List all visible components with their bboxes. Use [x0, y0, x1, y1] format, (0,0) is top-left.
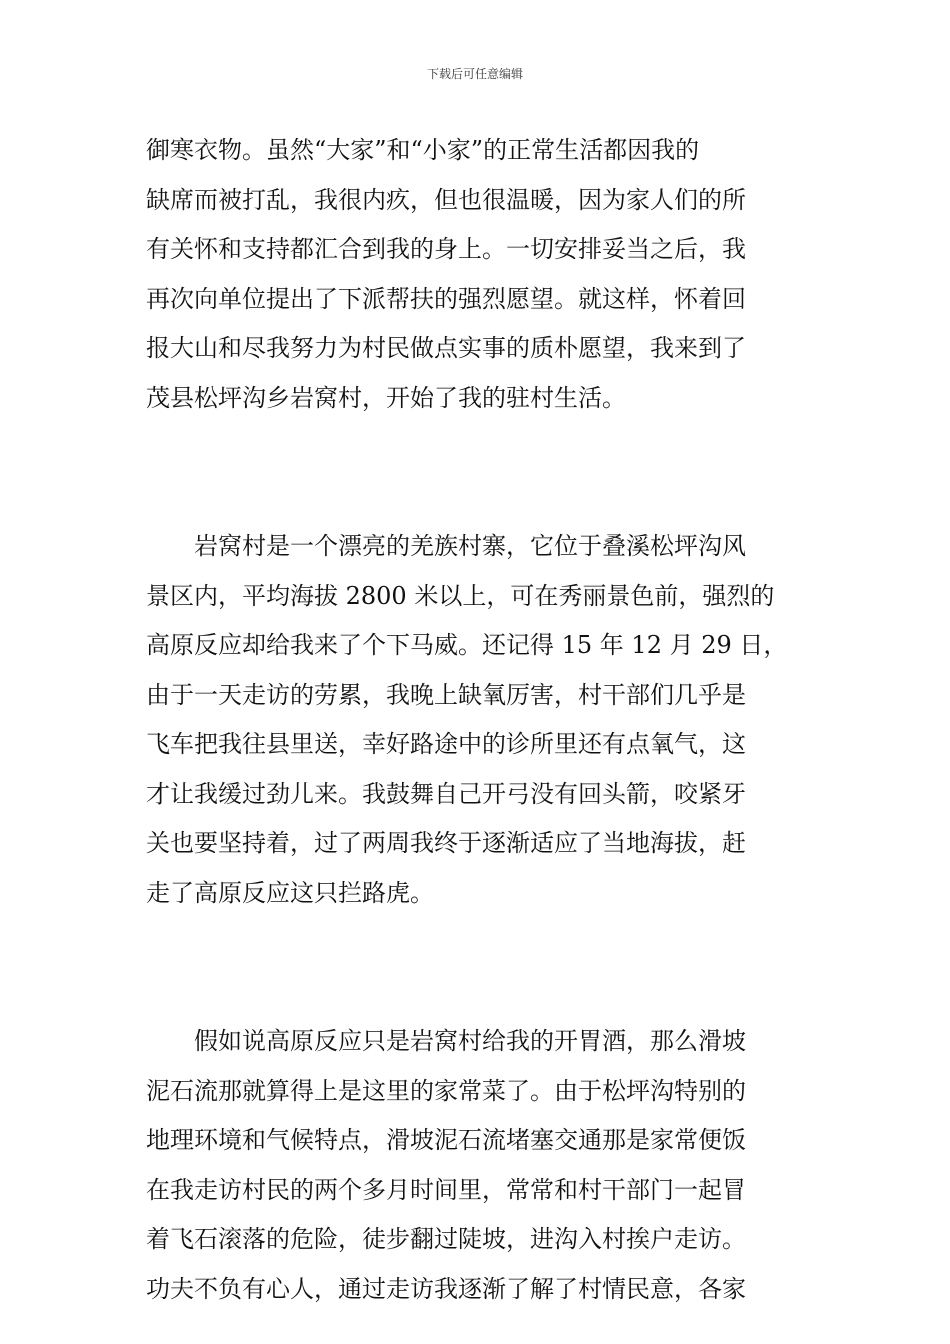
paragraph-3: 假如说高原反应只是岩窝村给我的开胃酒，那么滑坡 泥石流那就算得上是这里的家常菜了。由于松坪沟特别的 地理环境和气候特点，滑坡泥石流堵塞交通那是家常便饭 在我走访村民的两个多月时间里，常常和村干部门一起冒 着飞石滚落的危险，徒步翻过陡坡，进沟入村挨户走访。 功夫不负有心人，通过走访我逐渐了解了村情民意，各家 [146, 1027, 746, 1303]
paragraph-spacer [146, 473, 808, 523]
paragraph-spacer [146, 423, 808, 473]
paragraph-1: 御寒衣物。虽然“大家”和“小家”的正常生活都因我的 缺席而被打乱，我很内疚，但也很温暖，因为家人们的所 有关怀和支持都汇合到我的身上。一切安排妥当之后，我 再次向单位提出了下派帮扶的强烈愿望。就这样，怀着回 报大山和尽我努力为村民做点实事的质朴愿望，我来到了 茂县松坪沟乡岩窝村，开始了我的驻村生活。 [146, 136, 746, 412]
paragraph-spacer [146, 918, 808, 968]
paragraph-spacer [146, 968, 808, 1018]
document-body [146, 126, 808, 1314]
paragraph-2: 岩窝村是一个漂亮的羌族村寨，它位于叠溪松坪沟风 景区内，平均海拔 2800 米以上，可在秀丽景色前，强烈的 高原反应却给我来了个下马威。还记得 15 年 12 月 29 日， 由于一天走访的劳累，我晚上缺氧厉害，村干部们几乎是 飞车把我往县里送，幸好路途中的诊所里还有点氧气，这 才让我缓过劲儿来。我鼓舞自己开弓没有回头箭，咬紧牙 关也要坚持着，过了两周我终于逐渐适应了当地海拔，赶 走了高原反应这只拦路虎。 [146, 532, 788, 907]
page-header: 下载后可任意编辑 [426, 67, 523, 81]
